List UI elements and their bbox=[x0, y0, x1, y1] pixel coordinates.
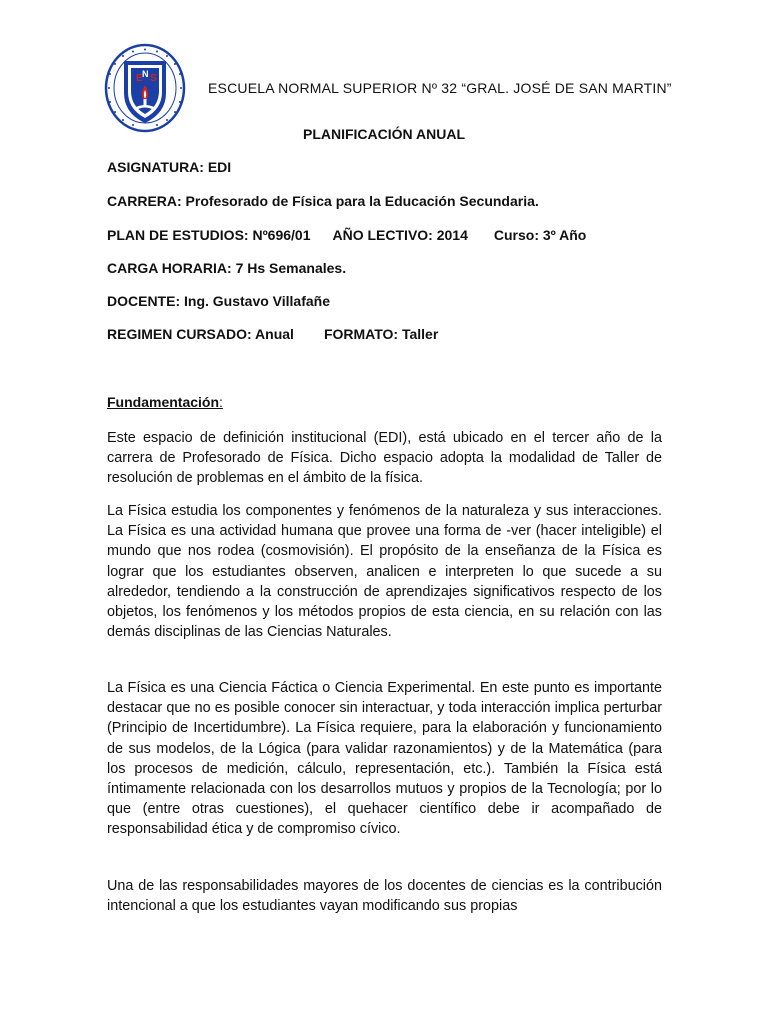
paragraph-2: La Física estudia los componentes y fenómenos de la naturaleza y sus interacciones. La Física es una actividad humana que provee una forma de -ver (hacer inteligible) el mundo que nos rodea (cosmovisión). El propósito de la enseñanza de la Física es lograr que los estudiantes observen, analicen e interpreten lo que sucede a su alrededor, tendiendo a la construcción de aprendizajes significativos respecto de los objetos, los fenómenos y los métodos propios de esta ciencia, en su relación con las demás disciplinas de las Ciencias Naturales. bbox=[107, 503, 662, 641]
svg-text:S: S bbox=[150, 73, 157, 84]
field-formato: FORMATO: Taller bbox=[323, 326, 439, 342]
svg-text:E: E bbox=[136, 73, 143, 84]
field-anio-lectivo: AÑO LECTIVO: 2014 bbox=[332, 227, 468, 243]
school-name: ESCUELA NORMAL SUPERIOR Nº 32 “GRAL. JOSÉ DE SAN MARTIN” bbox=[208, 80, 672, 96]
field-carrera: CARRERA: Profesorado de Física para la Educación Secundaria. bbox=[107, 193, 539, 209]
paragraph-1: Este espacio de definición institucional (EDI), está ubicado en el tercer año de la carrera de Profesorado de Física. Dicho espacio adopta la modalidad de Taller de resolución de problemas en el ámbito de la física. bbox=[107, 430, 662, 487]
svg-text:N: N bbox=[142, 69, 149, 79]
paragraph-4: Una de las responsabilidades mayores de los docentes de ciencias es la contribución intencional a que los estudiantes vayan modificando sus propias bbox=[107, 878, 662, 915]
field-regimen-cursado: REGIMEN CURSADO: Anual bbox=[107, 326, 294, 342]
school-crest-logo bbox=[104, 43, 186, 133]
field-docente: DOCENTE: Ing. Gustavo Villafañe bbox=[107, 293, 331, 309]
field-regimen-row bbox=[107, 326, 438, 342]
section-heading bbox=[107, 394, 223, 410]
section-heading-text: Fundamentación bbox=[107, 394, 220, 410]
paragraph-3: La Física es una Ciencia Fáctica o Ciencia Experimental. En este punto es importante destacar que no es posible conocer sin interactuar, y toda interacción implica perturbar (Principio de Incertidumbre). La Física requiere, para la elaboración y funcionamiento de sus modelos, de la Lógica (para validar razonamientos) y de la Matemática (para los procesos de medición, cálculo, representación, etc.). También la Física está íntimamente relacionada con los desarrollos mutuos y propios de la Tecnología; por lo que (entre otras cuestiones), el quehacer científico debe ir acompañado de responsabilidad ética y de compromiso cívico. bbox=[107, 680, 662, 838]
field-plan-estudios: PLAN DE ESTUDIOS: Nº696/01 bbox=[107, 227, 311, 243]
field-curso: Curso: 3º Año bbox=[493, 227, 587, 243]
field-asignatura: ASIGNATURA: EDI bbox=[107, 159, 232, 175]
document-title: PLANIFICACIÓN ANUAL bbox=[302, 126, 466, 142]
field-carga-horaria: CARGA HORARIA: 7 Hs Semanales. bbox=[107, 260, 347, 276]
section-heading-colon: : bbox=[219, 394, 223, 410]
field-plan-row bbox=[107, 227, 586, 243]
